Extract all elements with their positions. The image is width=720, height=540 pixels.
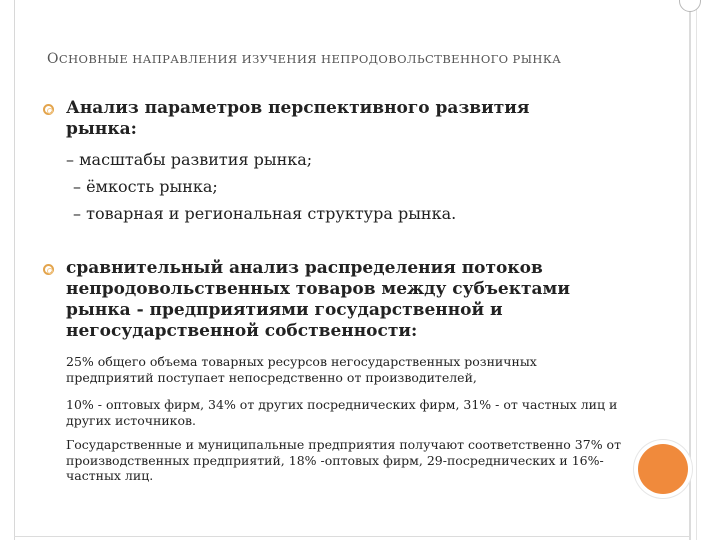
orange-circle-decoration-icon (638, 444, 688, 494)
bullet2-paragraph-1: 25% общего объема товарных ресурсов негосударственных розничных предприятий поступает непосредственно от производителей, (66, 354, 537, 385)
slide-title-initial: О (47, 51, 59, 67)
slide-bottom-border (14, 536, 690, 537)
slide-title-rest: СНОВНЫЕ НАПРАВЛЕНИЯ ИЗУЧЕНИЯ НЕПРОДОВОЛЬСТВЕННОГО РЫНКА (58, 52, 562, 66)
bullet2-paragraph-2: 10% - оптовых фирм, 34% от других посреднических фирм, 31% - от частных лиц и других источников. (66, 397, 618, 428)
ring-bullet-icon (43, 104, 54, 115)
bullet2-heading: сравнительный анализ распределения потоков непродовольственных товаров между субъектами рынка - предприятиями государственной и негосударственной собственности: (66, 258, 570, 341)
slide-title (47, 51, 561, 67)
bullet1-heading: Анализ параметров перспективного развития рынка: (66, 98, 530, 139)
bullet1-item-scale: – масштабы развития рынка; (66, 150, 313, 169)
slide-left-border (14, 0, 15, 540)
bullet1-item-structure: – товарная и региональная структура рынка. (73, 204, 457, 223)
slide-right-border (689, 0, 691, 540)
slide-right-border-inner (696, 0, 697, 540)
ring-bullet-icon (43, 264, 54, 275)
top-ring-decoration-icon (679, 0, 701, 12)
bullet1-item-capacity: – ёмкость рынка; (73, 177, 218, 196)
bullet2-paragraph-3: Государственные и муниципальные предприятия получают соответственно 37% от производственных предприятий, 18% -оптовых фирм, 29-посреднических и 16%- частных лиц. (66, 437, 621, 483)
